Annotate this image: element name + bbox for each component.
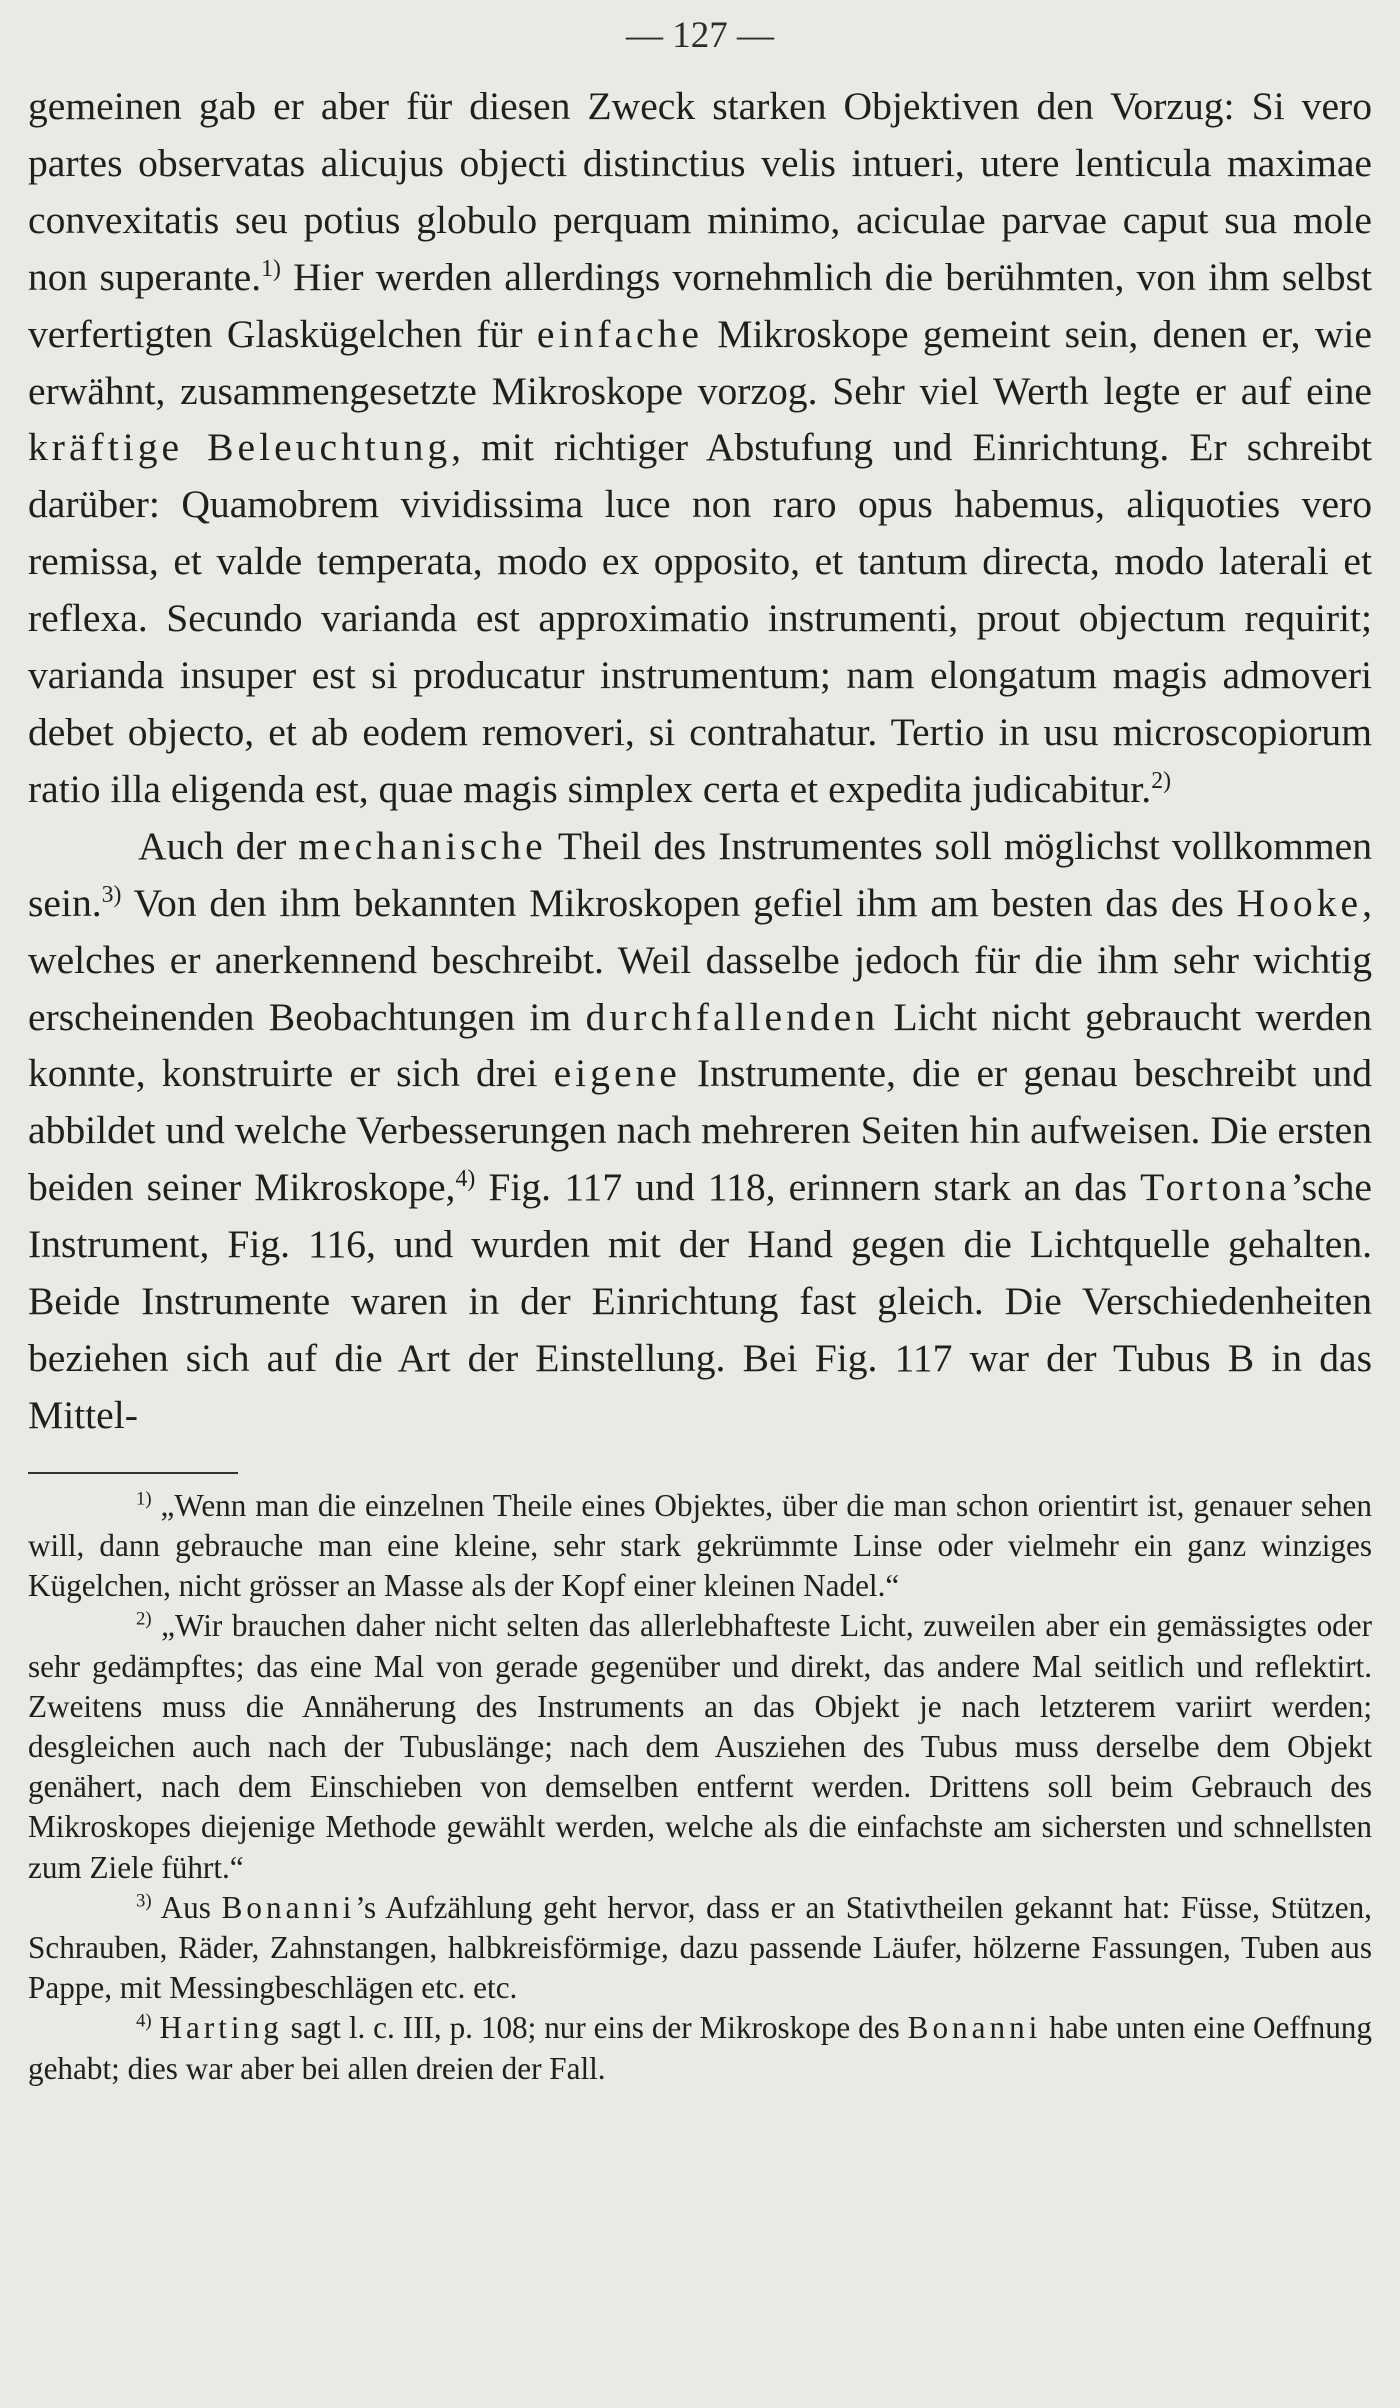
emphasis-text: Tortona bbox=[1140, 1165, 1291, 1210]
emphasis-text: Harting bbox=[159, 2010, 283, 2046]
footnote-text: „Wenn man die einzelnen Theile eines Objektes, über die man schon orientirt ist, genauer sehen will, dann gebrauche man eine kleine, sehr stark gekrümmte Linse oder vielmehr ein ganz winziges Kügelchen, nicht grösser an Masse als der Kopf einer kleinen Nadel.“ bbox=[28, 1487, 1372, 1604]
footnote-marker: 1) bbox=[136, 1488, 152, 1510]
text-run: gemeinen gab er aber für diesen Zweck starken Objektiven den Vorzug: Si vero partes observatas alicujus objecti distinctius velis intueri, utere lenticula maximae convexitatis seu potius globulo perquam minimo, aciculae parvae caput sua mole non superante. bbox=[28, 84, 1372, 299]
text-run: ’s Aufzählung geht hervor, dass er an Stativtheilen gekannt hat: Füsse, Stützen, Schrauben, Räder, Zahnstangen, halbkreisförmige, dazu passende Läufer, hölzerne Fassungen, Tuben aus Pappe, mit Messingbeschlägen etc. etc. bbox=[28, 1889, 1372, 2006]
text-run: Auch der bbox=[138, 823, 299, 868]
footnote-2 bbox=[28, 1606, 1372, 1887]
text-run: Von den ihm bekannten Mikroskopen gefiel ihm am besten das des bbox=[121, 880, 1237, 925]
text-run: , welches er anerkennend beschreibt. Weil dasselbe jedoch für die ihm sehr wichtig erscheinenden Beobachtungen im bbox=[28, 880, 1372, 1039]
text-run: , mit richtiger Abstufung und Einrichtung. Er schreibt darüber: Quamobrem vividissima luce non raro opus habemus, aliquoties vero remissa, et valde temperata, modo ex opposito, et tantum directa, modo laterali et reflexa. Secundo varianda est approximatio instrumenti, prout objectum requirit; varianda insuper est si producatur instrumentum; nam elongatum magis admoveri debet objecto, et ab eodem removeri, si contrahatur. Tertio in usu microscopiorum ratio illa eligenda est, quae magis simplex certa et expedita judicabitur. bbox=[28, 425, 1372, 811]
text-run: Theil des Instrumentes soll möglichst vollkommen sein. bbox=[28, 823, 1372, 925]
text-run: Instrumente, die er genau beschreibt und abbildet und welche Verbesserungen nach mehreren Seiten hin aufweisen. Die ersten beiden seiner Mikroskope, bbox=[28, 1051, 1372, 1210]
footnote-marker: 3) bbox=[136, 1890, 152, 1912]
text-run: habe unten eine Oeffnung gehabt; dies war aber bei allen dreien der Fall. bbox=[28, 2010, 1372, 2086]
emphasis-text: einfache bbox=[536, 311, 703, 356]
text-run: ’sche Instrument, Fig. 116, und wurden mit der Hand gegen die Lichtquelle gehalten. Beide Instrumente waren in der Einrichtung fast gleich. Die Verschiedenheiten beziehen sich auf die Art der Einstellung. Bei Fig. 117 war der Tubus B in das Mittel- bbox=[28, 1165, 1372, 1437]
footnote-ref-2: 2) bbox=[1151, 767, 1171, 794]
emphasis-text: Bonanni bbox=[221, 1889, 356, 1925]
emphasis-text: Hooke bbox=[1236, 880, 1363, 925]
footnote-ref-3: 3) bbox=[101, 881, 122, 908]
footnote-ref-4: 4) bbox=[455, 1166, 476, 1193]
emphasis-text: durchfallenden bbox=[585, 994, 880, 1039]
text-run: Licht nicht gebraucht werden konnte, konstruirte er sich drei bbox=[28, 994, 1372, 1096]
footnote-1 bbox=[28, 1486, 1372, 1607]
paragraph-2 bbox=[28, 818, 1372, 1444]
footnote-marker: 2) bbox=[136, 1608, 152, 1630]
text-run: Mikroskope gemeint sein, denen er, wie erwähnt, zusammengesetzte Mikroskope vorzog. Sehr viel Werth legte er auf eine bbox=[28, 311, 1372, 413]
text-run: Aus bbox=[151, 1889, 222, 1925]
footnotes bbox=[28, 1486, 1372, 2089]
footnote-divider bbox=[28, 1472, 238, 1474]
emphasis-text: mechanische bbox=[298, 823, 547, 868]
main-text bbox=[28, 78, 1372, 1444]
paragraph-1 bbox=[28, 78, 1372, 818]
text-run: sagt l. c. III, p. 108; nur eins der Mikroskope des bbox=[282, 2010, 908, 2046]
emphasis-text: Bonanni bbox=[907, 2010, 1042, 2046]
text-run: Hier werden allerdings vornehmlich die berühmten, von ihm selbst verfertigten Glaskügelchen für bbox=[28, 254, 1372, 356]
footnote-ref-1: 1) bbox=[261, 255, 281, 282]
page-number: — 127 — bbox=[626, 15, 774, 56]
footnote-4 bbox=[28, 2008, 1372, 2088]
text-run: Fig. 117 und 118, erinnern stark an das bbox=[475, 1165, 1141, 1210]
footnote-3 bbox=[28, 1888, 1372, 2009]
footnote-text: „Wir brauchen daher nicht selten das allerlebhafteste Licht, zuweilen aber ein gemässigtes oder sehr gedämpftes; das eine Mal von gerade gegenüber und direkt, das andere Mal seitlich und reflektirt. Zweitens muss die Annäherung des Instruments an das Objekt je nach letzterem variirt werden; desgleichen auch nach der Tubuslänge; nach dem Ausziehen des Tubus muss derselbe dem Objekt genähert, nach dem Einschieben von demselben entfernt werden. Drittens soll beim Gebrauch des Mikroskopes diejenige Methode gewählt werden, welche als die einfachste am sichersten und schnellsten zum Ziele führt.“ bbox=[28, 1608, 1372, 1885]
emphasis-text: kräftige Beleuchtung bbox=[28, 425, 452, 470]
footnote-marker: 4) bbox=[136, 2011, 152, 2032]
emphasis-text: eigene bbox=[553, 1051, 681, 1096]
